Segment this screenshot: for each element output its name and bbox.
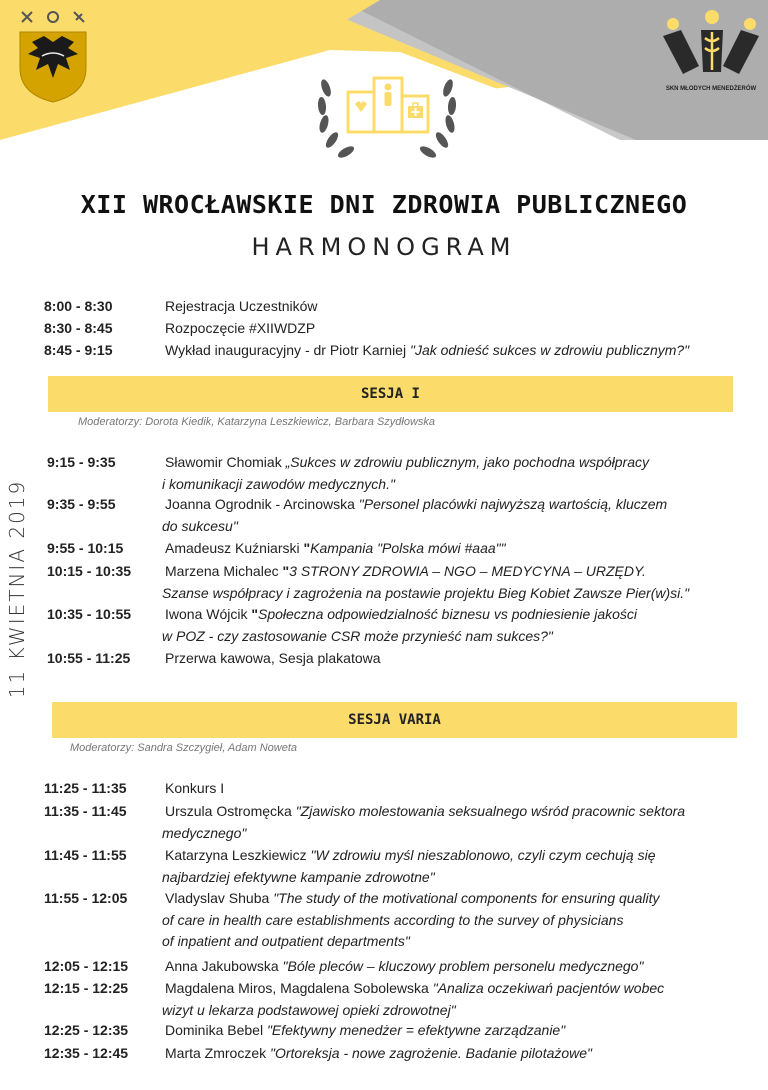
schedule-time: 9:35 - 9:55 [47,496,116,512]
talk-title-text: Szanse współpracy i zagrożenia na postawie projektu Bieg Kobiet Zawsze Pier(w)si." [162,584,690,601]
schedule-description-line [165,888,659,909]
schedule-time: 12:05 - 12:15 [44,958,129,974]
skn-logo [655,8,767,108]
schedule-description-line [162,583,689,604]
bold-quote-mark: " [303,540,311,556]
talk-title-text: i komunikacji zawodów medycznych." [162,475,395,492]
schedule-description-line [165,778,224,799]
bold-quote-mark: " [251,606,258,622]
talk-title-text: "W zdrowiu myśl nieszablonowo, czyli czym cechują się [310,847,656,863]
schedule-description-line [165,340,689,361]
schedule-description-line [162,867,435,888]
schedule-description-line [165,648,381,669]
schedule-description-line [165,956,643,977]
schedule-time: 10:35 - 10:55 [47,606,132,622]
schedule-time: 11:35 - 11:45 [44,803,127,819]
talk-title-text: w POZ - czy zastosowanie CSR może przynieść nam sukces?" [162,627,553,644]
speaker-text: Dominika Bebel [165,1022,267,1038]
talk-title-text: "Ortoreksja - nowe zagrożenie. Badanie pilotażowe" [270,1045,593,1061]
page-title: XII WROCŁAWSKIE DNI ZDROWIA PUBLICZNEGO [80,190,688,219]
schedule-time: 8:00 - 8:30 [44,298,113,314]
schedule-time: 11:25 - 11:35 [44,780,127,796]
podium-laurel-logo [312,58,462,168]
speaker-text: Marzena Michalec [165,563,283,579]
schedule-time: 11:55 - 12:05 [44,890,128,906]
talk-title-text: „Sukces w zdrowiu publicznym, jako pochodna współpracy [285,454,649,470]
schedule-description-line [162,910,623,931]
schedule-time: 10:55 - 11:25 [47,650,131,666]
skn-figures-heads [667,10,756,30]
talk-title-text: of inpatient and outpatient departments" [162,933,410,949]
schedule-time: 9:55 - 10:15 [47,540,124,556]
talk-title-text: Społeczna odpowiedzialność biznesu vs podniesienie jakości [258,606,638,622]
speaker-text: Konkurs I [165,780,225,796]
talk-title-text: Kampania "Polska mówi #aaa"" [310,540,506,556]
speaker-text: Wykład inauguracyjny - dr Piotr Karniej [165,342,410,358]
talk-title-text: najbardziej efektywne kampanie zdrowotne" [162,868,435,885]
schedule-time: 10:15 - 10:35 [47,563,132,579]
schedule-time: 8:30 - 8:45 [44,320,113,336]
schedule-time: 8:45 - 9:15 [44,342,113,358]
schedule-description-line [165,604,637,625]
session-1-banner [48,376,733,412]
speaker-text: Vladyslav Shuba [165,890,274,906]
event-date-text: 11 KWIETNIA 2019 [5,479,29,699]
speaker-text: Joanna Ogrodnik - Arcinowska [165,496,359,512]
schedule-description-line [165,978,664,999]
schedule-description-line [162,474,395,495]
schedule-description-line [162,626,553,647]
speaker-text: Urszula Ostromęcka [165,803,296,819]
speaker-text: Sławomir Chomiak [165,454,286,470]
schedule-description-line [165,296,318,317]
session-2-title: SESJA VARIA [348,712,441,728]
talk-title-text: medycznego" [162,824,247,841]
schedule-description-line [165,452,649,473]
schedule-time: 12:35 - 12:45 [44,1045,129,1061]
talk-title-text: "Efektywny menedżer = efektywne zarządzanie" [266,1022,566,1038]
speaker-text: Rozpoczęcie #XIIWDZP [165,320,316,336]
schedule-description-line [162,823,246,844]
speaker-text: Katarzyna Leszkiewicz [165,847,311,863]
speaker-text: Przerwa kawowa, Sesja plakatowa [165,650,381,666]
schedule-description-line [165,561,646,582]
schedule-time: 12:25 - 12:35 [44,1022,129,1038]
talk-title-text: "Zjawisko molestowania seksualnego wśród pracownic sektora [295,803,686,819]
person-icon [385,84,392,107]
session-2-moderators: Moderatorzy: Sandra Szczygieł, Adam Noweta [70,742,298,754]
schedule-time: 11:45 - 11:55 [44,847,127,863]
talk-title-text: "Bóle pleców – kluczowy problem personelu medycznego" [282,958,644,974]
schedule-time: 12:15 - 12:25 [44,980,129,996]
talk-title-text: "The study of the motivational components for ensuring quality [273,890,660,906]
skn-logo-text: SKN MŁODYCH MENEDŻERÓW [665,86,757,92]
crest-top-icons [22,12,84,22]
session-1-moderators: Moderatorzy: Dorota Kiedik, Katarzyna Leszkiewicz, Barbara Szydłowska [78,416,436,428]
talk-title-text: 3 STRONY ZDROWIA – NGO – MEDYCYNA – URZĘDY. [289,563,646,579]
schedule-description-line [162,931,410,952]
session-2-banner [52,702,737,738]
schedule-description-line [165,494,667,515]
speaker-text: Marta Zmroczek [165,1045,271,1061]
speaker-text: Anna Jakubowska [165,958,283,974]
schedule-description-line [165,801,685,822]
talk-title-text: of care in health care establishments according to the survey of physicians [162,911,624,928]
schedule-description-line [165,1020,565,1041]
talk-title-text: "Personel placówki najwyższą wartością, kluczem [358,496,668,512]
schedule-description-line [165,538,506,559]
talk-title-text: "Jak odnieść sukces w zdrowiu publicznym?" [409,342,690,358]
schedule-description-line [162,1000,456,1021]
schedule-description-line [165,1043,592,1064]
session-1-title: SESJA I [360,386,420,402]
talk-title-text: "Analiza oczekiwań pacjentów wobec [432,980,665,996]
schedule-description-line [162,516,238,537]
schedule-description-line [165,318,315,339]
talk-title-text: do sukcesu" [162,517,238,534]
event-date-vertical [2,460,32,718]
schedule-description-line [165,845,655,866]
speaker-text: Rejestracja Uczestników [165,298,318,314]
speaker-text: Magdalena Miros, Magdalena Sobolewska [165,980,433,996]
page-subtitle: HARMONOGRAM [251,233,517,261]
university-crest-logo [14,8,92,106]
speaker-text: Amadeusz Kuźniarski [165,540,304,556]
bold-quote-mark: " [282,563,290,579]
talk-title-text: wizyt u lekarza podstawowej opieki zdrowotnej" [162,1001,456,1018]
schedule-time: 9:15 - 9:35 [47,454,116,470]
speaker-text: Iwona Wójcik [165,606,252,622]
